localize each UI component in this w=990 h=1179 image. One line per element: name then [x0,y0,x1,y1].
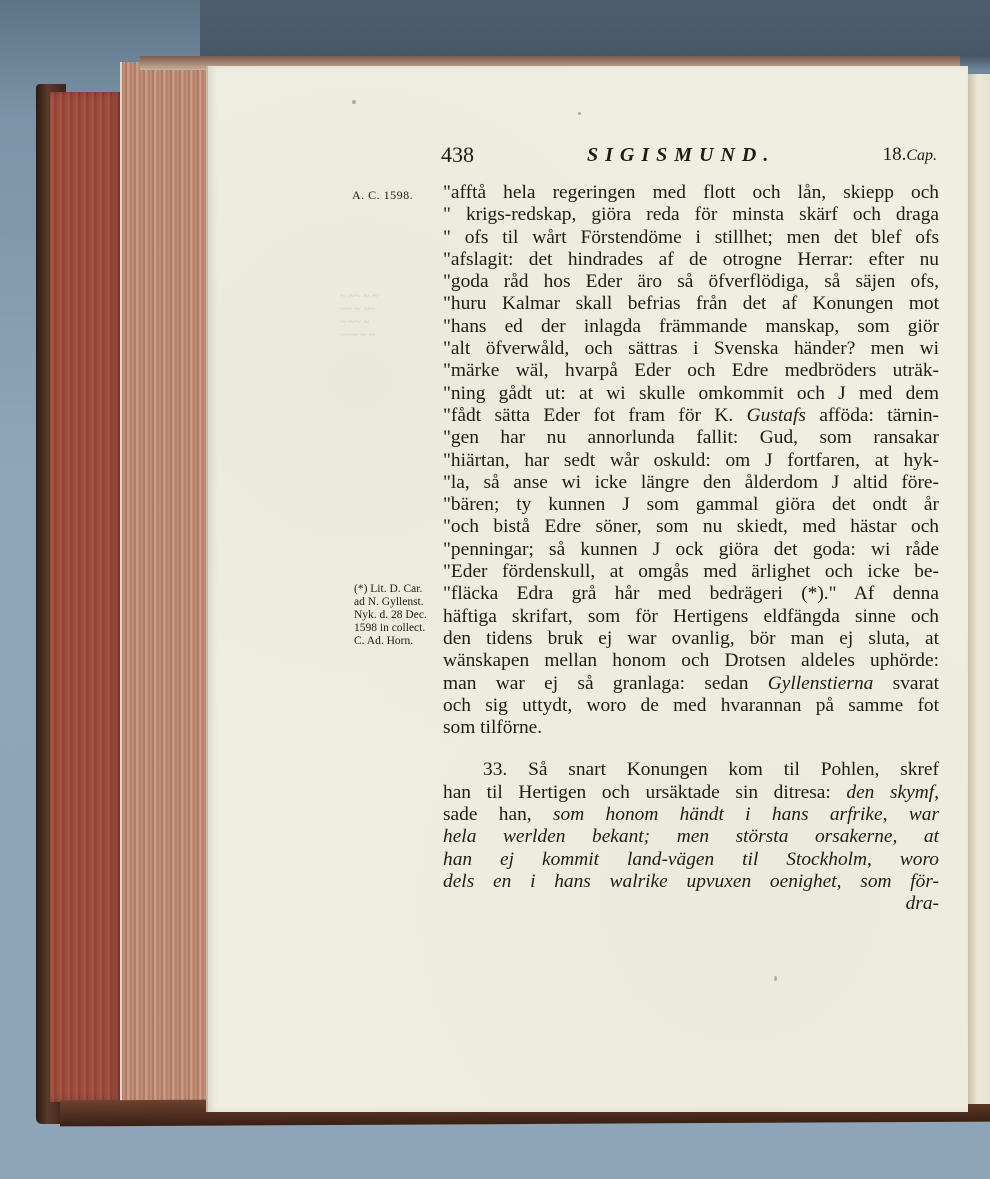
text-line: "hans ed der inlagda främmande manskap, som giör [443,315,939,337]
text-line: sade han, som honom händt i hans arfrike, war [443,804,939,826]
paper-spot [352,100,356,104]
chapter-label [883,144,937,166]
body-text [443,182,939,916]
text-line: "gen har nu annorlunda fallit: Gud, som ransakar [443,427,939,449]
text-line: wänskapen mellan honom och Drotsen aldeles uphörde: [443,650,939,672]
facing-page-edge [966,74,990,1104]
italic-text: som honom händt i hans arfrike, war [552,804,939,826]
text-line: han til Hertigen och ursäktade sin ditresa: den skymf, [443,781,939,803]
paper-spot [774,976,777,981]
italic-text: han ej kommit land-vägen til Stockholm, woro [443,848,939,870]
italic-text: den skymf, [846,781,939,803]
text-line: "goda råd hos Eder äro så öfverflödiga, så säjen ofs, [443,271,939,293]
text-line: "märke wäl, hvarpå Eder och Edre medbröders uträk- [443,360,939,382]
text-line: som tilförne. [443,717,543,739]
chapter-number: 18. [882,144,907,165]
text-line: "bären; ty kunnen J som gammal giöra det ondt år [443,494,939,516]
text-line: "ning gådt ut: at wi skulle omkommit och J med dem [443,382,939,404]
text-line: "alt öfverwåld, och sättras i Svenska händer? men wi [443,338,939,360]
margin-note-line: C. Ad. Horn. [354,635,414,647]
text-line: " ofs til wårt Förstendöme i stillhet; men det blef ofs [443,226,939,248]
running-title: SIGISMUND. [587,144,776,166]
text-line: "och bistå Edre söner, som nu skiedt, med hästar och [443,516,939,538]
paragraph-gap [443,739,939,759]
paper-spot [578,112,581,115]
text-line: "la, så anse wi icke längre den ålderdom J altid före- [443,471,939,493]
italic-text: dels en i hans walrike upvuxen oenighet, som för- [443,870,939,892]
text-line: " krigs-redskap, giöra reda för minsta skärf och draga [443,204,939,226]
text-line: den tidens bruk ej war ovanlig, bör man ej sluta, at [443,627,939,649]
text-line: 33. Så snart Konungen kom til Pohlen, skref [483,759,939,781]
italic-text: Gustafs [746,404,806,426]
text-line: "hiärtan, har sedt wår oskuld: om J fortfaren, at hyk- [443,449,939,471]
margin-note-line: ad N. Gyllenst. [354,596,424,608]
text-line: häftiga skrifart, som för Hertigens eldfängda sinne och [443,605,939,627]
text-line: "huru Kalmar skall befrias från det af Konungen mot [443,293,939,315]
page-header [441,142,937,172]
text-line: "afslagit: det hindrades af de otrogne Herrar: efter nu [443,248,939,270]
page-number: 438 [441,142,474,167]
red-page-edges [50,92,122,1102]
margin-footnote [354,583,446,648]
italic-text: dra- [905,893,939,915]
text-line [443,893,939,915]
italic-text: Gyllenstierna [767,672,874,694]
text-line [443,849,939,871]
text-line: "fådt sätta Eder fot fram för K. Gustafs afföda: tärnin- [443,404,939,426]
margin-year: A. C. 1598. [352,188,414,202]
text-line [443,871,939,893]
margin-note-line: Nyk. d. 28 Dec. [354,609,427,621]
margin-note-line: 1598 in collect. [354,622,426,634]
chapter-abbrev: Cap. [906,147,937,164]
text-line: "Eder fördenskull, at omgås med ärlighet och icke be- [443,561,939,583]
margin-note-line: (*) Lit. D. Car. [354,583,423,595]
text-line: "fläcka Edra grå hår med bedrägeri (*)." Af denna [443,583,939,605]
text-line: "penningar; så kunnen J ock giöra det goda: wi råde [443,538,939,560]
italic-text: hela werlden bekant; men största orsakerne, at [443,826,939,848]
text-line: "afftå hela regeringen med flott och lån, skiepp och [443,182,939,203]
text-line: man war ej så granlaga: sedan Gyllenstierna svarat [443,672,939,694]
page-stack [120,62,206,1110]
text-line: och sig uttydt, woro de med hvarannan på samme fot [443,694,939,716]
show-through-text: ~ ~~ ~ ~ ~~ ~ ~~ ~ ~~ ~ ~~~ ~ ~ [340,290,379,341]
text-line [443,826,939,848]
